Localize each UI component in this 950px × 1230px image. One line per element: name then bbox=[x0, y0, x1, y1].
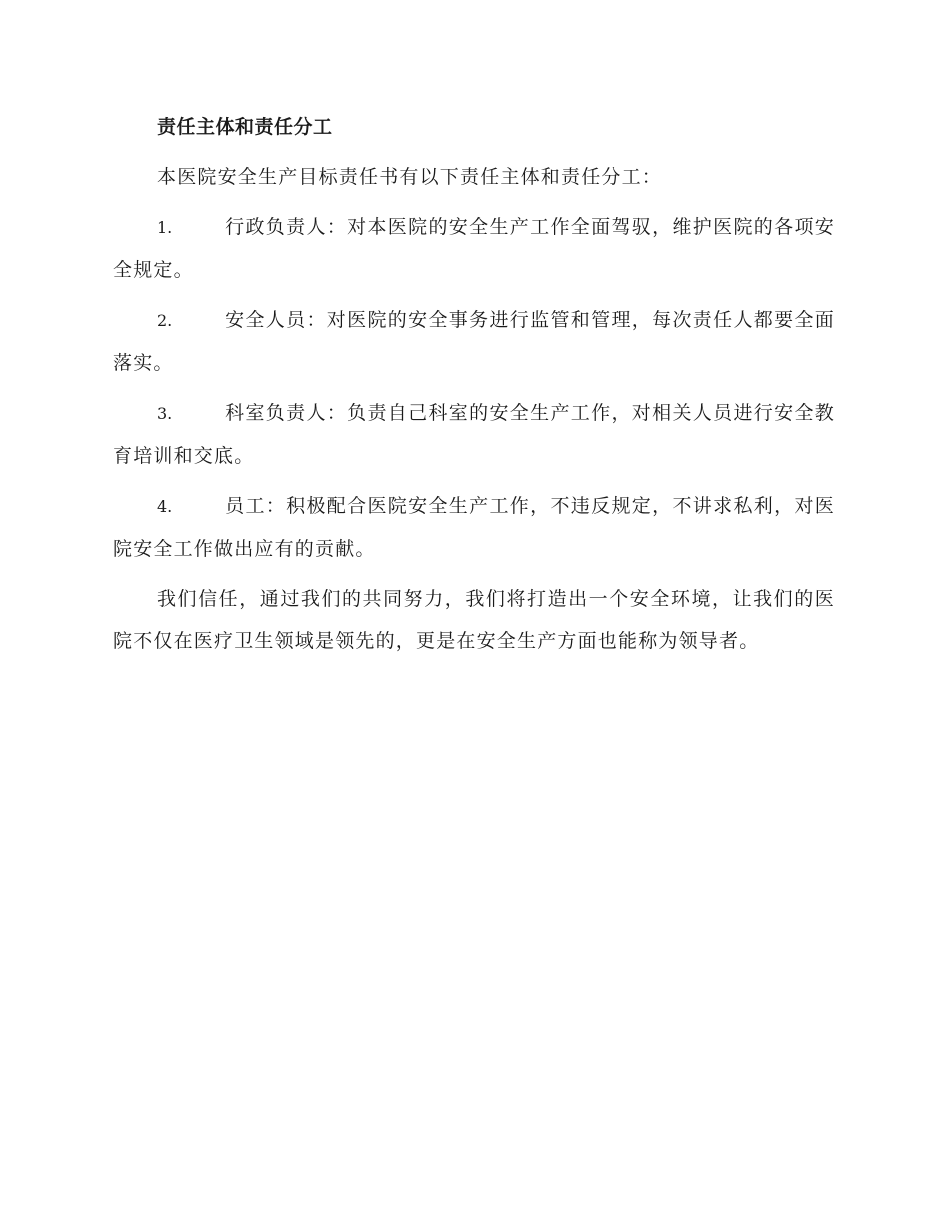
document-body bbox=[113, 112, 835, 670]
section-heading: 责任主体和责任分工 bbox=[157, 116, 333, 138]
list-item bbox=[113, 299, 835, 384]
list-item-number: 4. bbox=[157, 497, 173, 516]
list-item-text: 安全人员：对医院的安全事务进行监管和管理，每次责任人都要全面落实。 bbox=[113, 309, 835, 374]
intro-paragraph: 本医院安全生产目标责任书有以下责任主体和责任分工： bbox=[157, 166, 663, 188]
list-item-number: 1. bbox=[157, 218, 173, 237]
list-item-number: 2. bbox=[157, 311, 173, 330]
list-item bbox=[113, 206, 835, 291]
closing-paragraph: 我们信任，通过我们的共同努力，我们将打造出一个安全环境，让我们的医院不仅在医疗卫生领域是领先的，更是在安全生产方面也能称为领导者。 bbox=[113, 588, 835, 652]
list-item bbox=[113, 485, 835, 570]
list-item-text: 行政负责人：对本医院的安全生产工作全面驾驭，维护医院的各项安全规定。 bbox=[113, 216, 835, 281]
list-item-text: 员工：积极配合医院安全生产工作，不违反规定，不讲求私利，对医院安全工作做出应有的贡献。 bbox=[113, 495, 835, 560]
list-item bbox=[113, 392, 835, 477]
list-item-number: 3. bbox=[157, 404, 173, 423]
list-item-text: 科室负责人：负责自己科室的安全生产工作，对相关人员进行安全教育培训和交底。 bbox=[113, 402, 835, 467]
